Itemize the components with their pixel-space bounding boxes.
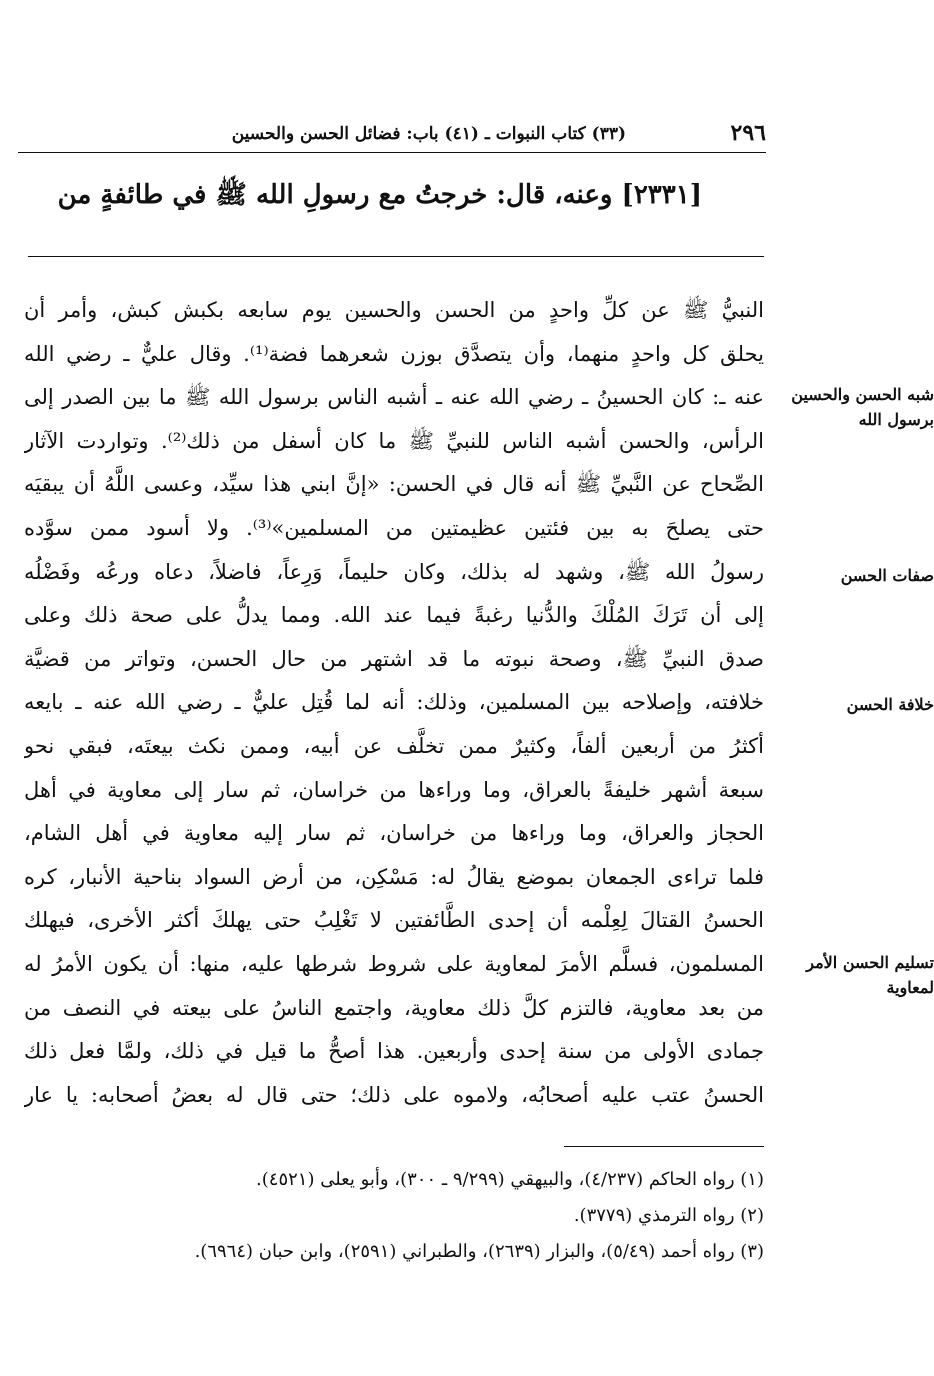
page-header xyxy=(18,118,766,153)
page-number: ٢٩٦ xyxy=(730,120,766,146)
hadith-heading: [٢٣٣١] وعنه، قال: خرجتُ مع رسولِ الله ﷺ في طائفةٍ من xyxy=(57,180,702,210)
body-text xyxy=(24,289,764,1117)
margin-note-caliphate: خلافة الحسن xyxy=(846,695,934,714)
body-line: من بعد معاوية، فالتزم كلَّ ذلك معاوية، واجتمع الناسُ على بيعته في النصف من xyxy=(24,995,764,1020)
body-line: حتى يصلحَ به بين فئتين عظيمتين من المسلمين»⁽³⁾. ولا أسود ممن سوَّده xyxy=(24,515,764,540)
body-line: المسلمون، فسلَّم الأمرَ لمعاوية على شروط شرطها عليه، منها: أن يكون الأمرُ له xyxy=(24,951,764,976)
body-line: الحجاز والعراق، وما وراءها من خراسان، ثم سار إليه معاوية في أهل الشام، xyxy=(24,821,764,846)
footnotes xyxy=(44,1162,764,1270)
body-line: رسولُ الله ﷺ، وشهد له بذلك، وكان حليماً، وَرِعاً، فاضلاً، دعاه ورعُه وفَضْلُه xyxy=(24,559,764,584)
margin-note-attributes: صفات الحسن xyxy=(840,566,934,585)
margin-note-resemblance: شبه الحسن والحسين برسول الله xyxy=(791,385,934,429)
body-line: الصِّحاح عن النَّبيِّ ﷺ أنه قال في الحسن: «إنَّ ابني هذا سيِّد، وعسى اللَّهُ أن يبقيَه xyxy=(24,472,764,497)
running-title: (٣٣) كتاب النبوات ـ (٤١) باب: فضائل الحسن والحسين xyxy=(231,124,626,144)
footnote-item: (٢) رواه الترمذي (٣٧٧٩). xyxy=(573,1205,764,1226)
footnote-divider xyxy=(564,1146,764,1147)
body-line: خلافته، وإصلاحه بين المسلمين، وذلك: أنه لما قُتِل عليٌّ ـ رضي الله عنه ـ بايعه xyxy=(24,690,764,715)
body-line: الحسنُ القتالَ لِعِلْمه أن إحدى الطَّائفتين لا تَغْلِبُ حتى يهلكَ أكثر الأخرى، فيهلك xyxy=(24,908,764,933)
body-line: أكثرُ من أربعين ألفاً، وكثيرٌ ممن تخلَّف عن أبيه، وممن نكث بيعتَه، فبقي نحو xyxy=(24,733,764,758)
body-line: جمادى الأولى من سنة إحدى وأربعين. هذا أصحُّ ما قيل في ذلك، ولمَّا فعل ذلك xyxy=(24,1039,764,1064)
body-line: النبيُّ ﷺ عن كلِّ واحدٍ من الحسن والحسين يوم سابعه بكبش كبش، وأمر أن xyxy=(24,298,764,322)
margin-note-handover: تسليم الحسن الأمر لمعاوية xyxy=(806,953,934,997)
footnote-item: (٣) رواه أحمد (٥/٤٩)، والبزار (٢٦٣٩)، والطبراني (٢٥٩١)، وابن حبان (٦٩٦٤). xyxy=(194,1241,764,1262)
body-line: عنه ـ: كان الحسينُ ـ رضي الله عنه ـ أشبه الناس برسول الله ﷺ ما بين الصدر إلى xyxy=(24,385,764,410)
body-line: فلما تراءى الجمعان بموضع يقالُ له: مَسْكِن، من أرض السواد بناحية الأنبار، كره xyxy=(24,864,764,889)
body-line: صدق النبيِّ ﷺ، وصحة نبوته ما قد اشتهر من حال الحسن، وتواتر من قضيَّة xyxy=(24,646,764,671)
body-line: سبعة أشهر خليفةً بالعراق، وما وراءها من خراسان، ثم سار إلى معاوية في أهل xyxy=(24,777,764,802)
body-line: يحلق كل واحدٍ منهما، وأن يتصدَّق بوزن شعرهما فضة⁽¹⁾. وقال عليٌّ ـ رضي الله xyxy=(24,341,764,366)
body-line: إلى أن تَرَكَ المُلْكَ والدُّنيا رغبةً فيما عند الله. ومما يدلُّ على صحة ذلك وعلى xyxy=(24,603,764,628)
body-line: الحسنُ عتب عليه أصحابُه، ولاموه على ذلك؛ حتى قال له بعضُ أصحابه: يا عار xyxy=(24,1082,764,1107)
footnote-item: (١) رواه الحاكم (٤/٢٣٧)، والبيهقي (٩/٢٩٩ ـ ٣٠٠)، وأبو يعلى (٤٥٢١). xyxy=(256,1169,764,1190)
heading-divider xyxy=(28,256,764,257)
body-line: الرأس، والحسن أشبه الناس للنبيِّ ﷺ ما كان أسفل من ذلك⁽²⁾. وتواردت الآثار xyxy=(24,428,764,453)
